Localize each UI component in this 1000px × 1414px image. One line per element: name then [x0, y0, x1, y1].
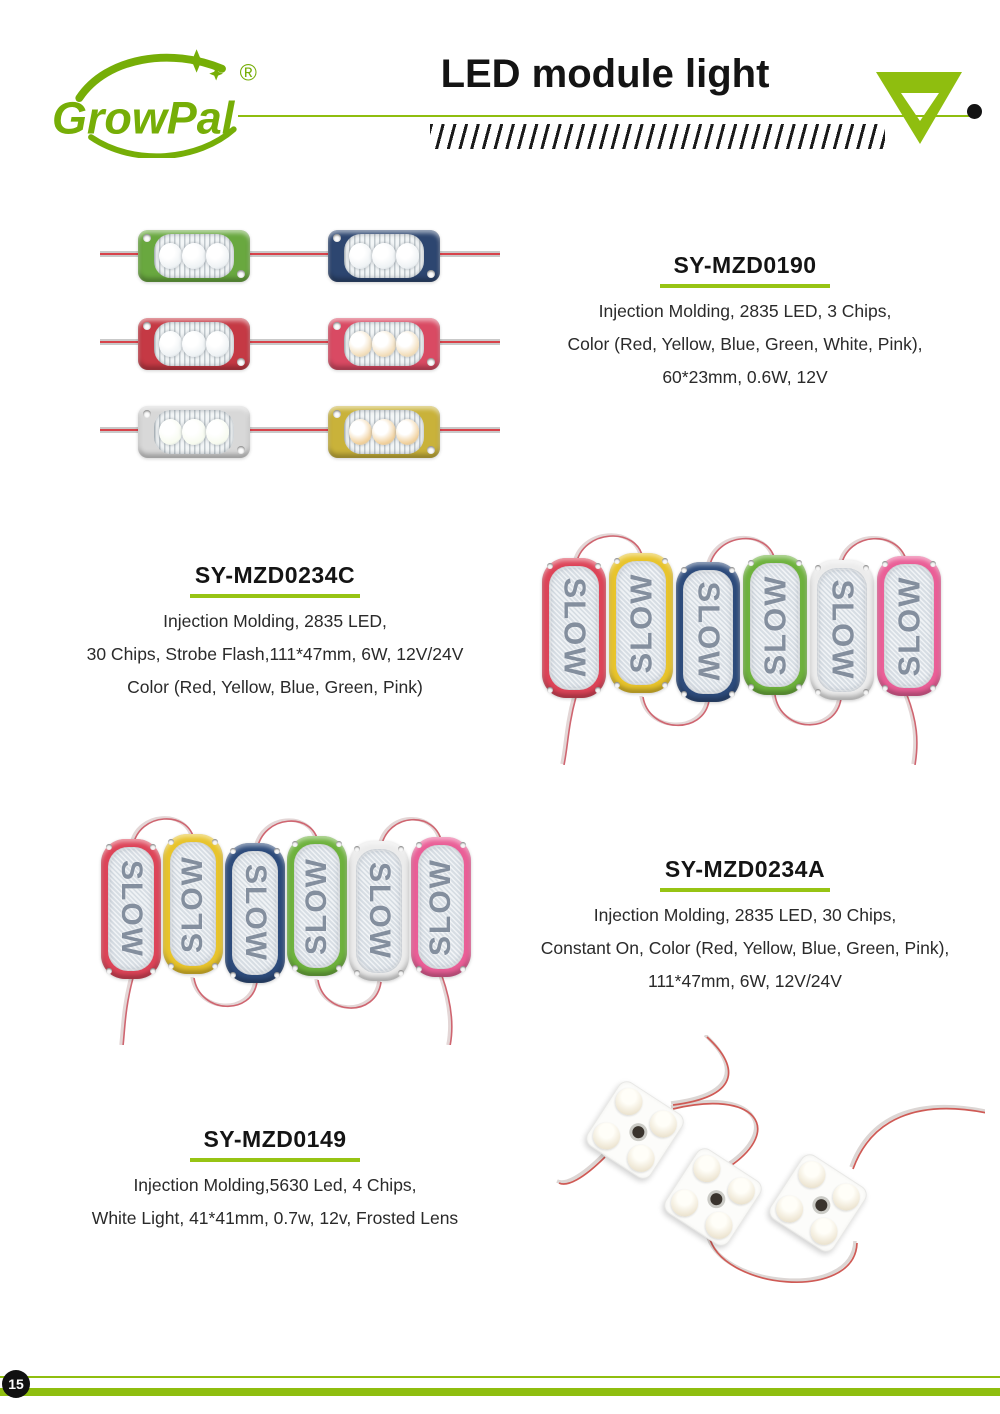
slow-label: SLOW	[424, 858, 457, 956]
screw-hole	[614, 682, 620, 688]
product-code: SY-MZD0149	[203, 1126, 347, 1152]
footer-line-thin	[0, 1376, 1000, 1378]
slow-led-module	[877, 556, 941, 696]
led-strip-module	[138, 318, 250, 370]
screw-hole	[815, 689, 821, 695]
screw-hole	[237, 358, 245, 366]
slow-led-module	[411, 837, 471, 977]
screw-hole	[212, 963, 218, 969]
screw-hole	[547, 687, 553, 693]
slow-led-module	[676, 562, 740, 702]
page-title: LED module light	[440, 52, 770, 96]
screw-hole	[336, 841, 342, 847]
module-lens	[294, 844, 340, 968]
wire	[248, 339, 330, 345]
led-dome-icon	[349, 331, 372, 357]
strip-modules-figure	[100, 216, 500, 476]
page-number-badge: 15	[2, 1370, 30, 1398]
module-lens	[170, 842, 216, 966]
screw-hole	[333, 322, 341, 330]
screw-hole	[662, 682, 668, 688]
slow-led-module	[609, 553, 673, 693]
screw-hole	[748, 684, 754, 690]
wire	[100, 427, 138, 433]
screw-hole	[416, 966, 422, 972]
growpal-logo	[50, 46, 265, 158]
screw-hole	[168, 963, 174, 969]
wire	[440, 339, 500, 345]
wire	[440, 427, 500, 433]
slow-label: SLOW	[691, 581, 726, 683]
screw-hole	[815, 565, 821, 571]
wire	[248, 427, 330, 433]
screw-hole	[106, 968, 112, 974]
led-dome-icon	[349, 243, 372, 269]
led-dome-icon	[182, 331, 205, 357]
led-dome-icon	[182, 419, 205, 445]
code-underline	[190, 594, 360, 598]
screw-hole	[729, 691, 735, 697]
screw-hole	[333, 234, 341, 242]
module-lens	[884, 564, 934, 688]
product-code: SY-MZD0234C	[194, 562, 356, 588]
screw-hole	[796, 560, 802, 566]
wire	[248, 251, 330, 257]
wire	[440, 251, 500, 257]
screw-hole	[274, 972, 280, 978]
screw-hole	[398, 970, 404, 976]
screw-hole	[427, 358, 435, 366]
led-dome-icon	[372, 331, 395, 357]
module-lens	[750, 563, 800, 687]
product-block-SY-MZD0234C	[25, 562, 525, 697]
module-lens	[683, 570, 733, 694]
slow-label: SLOW	[239, 864, 272, 962]
module-wires	[555, 1035, 985, 1305]
led-strip-module	[138, 230, 250, 282]
module-lens	[616, 561, 666, 685]
product-code: SY-MZD0190	[673, 252, 817, 278]
code-underline	[190, 1158, 360, 1162]
module-lens	[344, 410, 424, 454]
screw-hole	[237, 270, 245, 278]
slow-label: SLOW	[623, 572, 658, 674]
product-code: SY-MZD0234A	[664, 856, 826, 882]
screw-hole	[863, 565, 869, 571]
screw-hole	[354, 970, 360, 976]
slow-label: SLOW	[115, 860, 148, 958]
slow-led-module	[287, 836, 347, 976]
logo-sparkle-icon	[185, 49, 208, 72]
module-lens	[232, 851, 278, 975]
product-spec-line: Color (Red, Yellow, Blue, Green, Pink)	[127, 677, 423, 697]
screw-hole	[354, 846, 360, 852]
led-dome-icon	[372, 243, 395, 269]
screw-hole	[237, 446, 245, 454]
led-dome-icon	[688, 1150, 725, 1187]
product-block-SY-MZD0234A	[510, 856, 980, 991]
led-dome-icon	[349, 419, 372, 445]
module-lens	[549, 566, 599, 690]
module-lens	[108, 847, 154, 971]
led-strip-module	[328, 406, 440, 458]
product-block-SY-MZD0149	[25, 1126, 525, 1228]
module-lens	[154, 322, 234, 366]
slow-led-module	[743, 555, 807, 695]
brand-name: GrowPal	[51, 92, 235, 144]
led-strip-module	[328, 230, 440, 282]
code-underline	[660, 284, 830, 288]
module-lens	[356, 849, 402, 973]
screw-hole	[729, 567, 735, 573]
module-lens	[154, 234, 234, 278]
screw-hole	[614, 558, 620, 564]
slow-led-module	[542, 558, 606, 698]
screw-hole	[930, 685, 936, 691]
screw-hole	[796, 684, 802, 690]
module-lens	[817, 568, 867, 692]
screw-hole	[333, 410, 341, 418]
led-strip-module	[328, 318, 440, 370]
screw-hole	[882, 685, 888, 691]
product-spec-line: 60*23mm, 0.6W, 12V	[662, 367, 828, 387]
screw-hole	[212, 839, 218, 845]
screw-hole	[681, 691, 687, 697]
screw-hole	[292, 841, 298, 847]
triangle-logo-icon	[872, 68, 968, 150]
product-block-SY-MZD0190	[520, 252, 970, 387]
screw-hole	[398, 846, 404, 852]
screw-hole	[595, 687, 601, 693]
screw-hole	[168, 839, 174, 845]
screw-hole	[882, 561, 888, 567]
slow-label: SLOW	[300, 857, 333, 955]
screw-hole	[427, 270, 435, 278]
product-spec-line: Color (Red, Yellow, Blue, Green, White, Pink),	[567, 334, 923, 354]
slow-led-module	[101, 839, 161, 979]
slow-led-module	[225, 843, 285, 983]
square-modules-figure	[555, 1035, 985, 1305]
wire	[100, 339, 138, 345]
module-lens	[344, 234, 424, 278]
screw-hole	[292, 965, 298, 971]
product-spec-line: Injection Molding, 2835 LED,	[163, 611, 387, 631]
screw-hole	[547, 563, 553, 569]
led-dome-icon	[793, 1156, 830, 1193]
header-divider-line	[238, 115, 975, 117]
product-spec-line: Injection Molding, 2835 LED, 30 Chips,	[593, 905, 897, 925]
screw-hole	[460, 842, 466, 848]
slow-label: SLOW	[891, 575, 926, 677]
center-lens-icon	[630, 1124, 647, 1141]
module-lens	[154, 410, 234, 454]
screw-hole	[748, 560, 754, 566]
footer-line-thick	[0, 1388, 1000, 1396]
slow-modules-figure-left	[95, 815, 515, 1045]
slow-label: SLOW	[176, 855, 209, 953]
led-dome-icon	[206, 331, 229, 357]
screw-hole	[143, 410, 151, 418]
led-dome-icon	[159, 419, 182, 445]
led-dome-icon	[610, 1083, 647, 1120]
slow-modules-figure-right	[538, 520, 970, 765]
led-strip-module	[138, 406, 250, 458]
center-lens-icon	[813, 1197, 830, 1214]
center-lens-icon	[708, 1191, 725, 1208]
led-dome-icon	[159, 331, 182, 357]
product-spec-line: Injection Molding, 2835 LED, 3 Chips,	[598, 301, 892, 321]
screw-hole	[143, 322, 151, 330]
code-underline	[660, 888, 830, 892]
screw-hole	[274, 848, 280, 854]
module-lens	[418, 845, 464, 969]
led-dome-icon	[206, 419, 229, 445]
module-lens	[344, 322, 424, 366]
screw-hole	[150, 844, 156, 850]
screw-hole	[230, 972, 236, 978]
screw-hole	[150, 968, 156, 974]
product-spec-line: 30 Chips, Strobe Flash,111*47mm, 6W, 12V/24V	[86, 644, 464, 664]
led-dome-icon	[206, 243, 229, 269]
line-end-dot-icon	[967, 104, 982, 119]
registered-mark: ®	[239, 59, 257, 86]
screw-hole	[230, 848, 236, 854]
screw-hole	[863, 689, 869, 695]
led-dome-icon	[159, 243, 182, 269]
screw-hole	[681, 567, 687, 573]
wire	[100, 251, 138, 257]
product-spec-line: White Light, 41*41mm, 0.7w, 12v, Frosted Lens	[91, 1208, 459, 1228]
slow-led-module	[349, 841, 409, 981]
led-dome-icon	[396, 419, 419, 445]
slow-label: SLOW	[825, 579, 860, 681]
led-dome-icon	[372, 419, 395, 445]
led-dome-icon	[182, 243, 205, 269]
product-spec-line: Injection Molding,5630 Led, 4 Chips,	[133, 1175, 417, 1195]
screw-hole	[143, 234, 151, 242]
slow-led-module	[163, 834, 223, 974]
screw-hole	[460, 966, 466, 972]
screw-hole	[427, 446, 435, 454]
slow-led-module	[810, 560, 874, 700]
product-spec-line: Constant On, Color (Red, Yellow, Blue, Green, Pink),	[540, 938, 950, 958]
slow-label: SLOW	[363, 862, 396, 960]
slow-label: SLOW	[557, 577, 592, 679]
slash-pattern	[430, 124, 885, 149]
product-spec-line: 111*47mm, 6W, 12V/24V	[648, 971, 842, 991]
led-dome-icon	[396, 243, 419, 269]
screw-hole	[662, 558, 668, 564]
screw-hole	[595, 563, 601, 569]
led-dome-icon	[396, 331, 419, 357]
screw-hole	[336, 965, 342, 971]
slow-label: SLOW	[757, 574, 792, 676]
screw-hole	[416, 842, 422, 848]
screw-hole	[930, 561, 936, 567]
screw-hole	[106, 844, 112, 850]
